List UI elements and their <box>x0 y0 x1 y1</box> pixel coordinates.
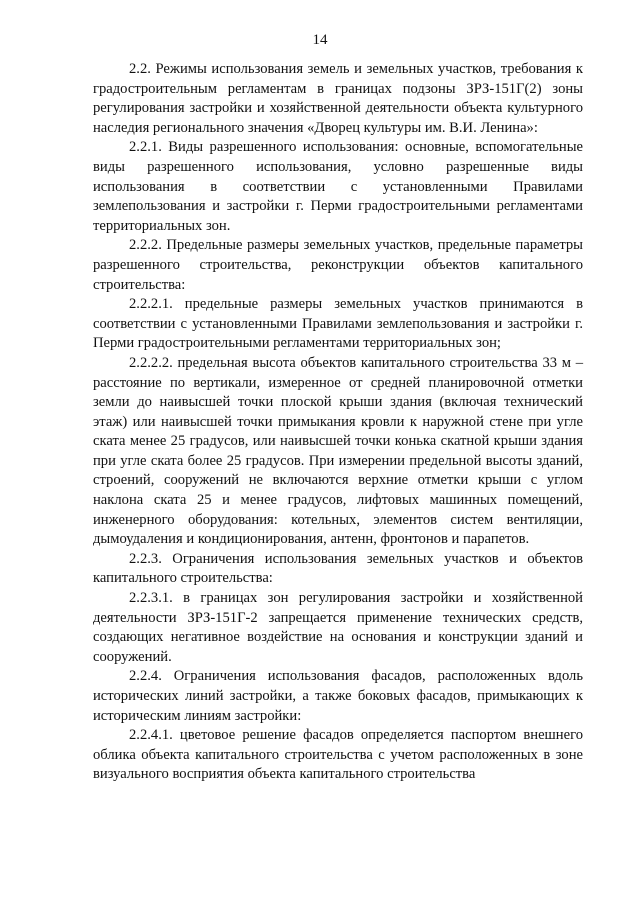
paragraph-2-2-2-2: 2.2.2.2. предельная высота объектов капитального строительства 33 м – расстояние по вертикали, измеренное от средней планировочной отметки земли до наивысшей точки плоской крыши здания (включая технический этаж) или наивысшей точки примыкания кровли к наружной стене при угле ската менее 25 градусов, или наивысшей точки конька скатной крыши здания при угле ската более 25 градусов. При измерении предельной высоты зданий, строений, сооружений не включаются верхние отметки крыши с углом наклона ската 25 и менее градусов, лифтовых машинных помещений, инженерного оборудования: котельных, элементов систем вентиляции, дымоудаления и кондиционирования, антенн, фронтонов и парапетов. <box>93 354 583 548</box>
paragraph-2-2-2: 2.2.2. Предельные размеры земельных участков, предельные параметры разрешенного строительства, реконструкции объектов капитального строительства: <box>93 237 583 293</box>
paragraph-2-2-3-1: 2.2.3.1. в границах зон регулирования застройки и хозяйственной деятельности ЗРЗ-151Г-2 запрещается применение технических средств, создающих негативное воздействие на основания и конструкции зданий и сооружений. <box>93 590 583 665</box>
paragraph-2-2-4: 2.2.4. Ограничения использования фасадов, расположенных вдоль исторических линий застройки, а также боковых фасадов, примыкающих к историческим линиям застройки: <box>93 668 583 724</box>
paragraph-2-2: 2.2. Режимы использования земель и земельных участков, требования к градостроительным регламентам в границах подзоны ЗРЗ-151Г(2) зоны регулирования застройки и хозяйственной деятельности объекта культурного наследия регионального значения «Дворец культуры им. В.И. Ленина»: <box>93 61 583 136</box>
paragraph-2-2-2-1: 2.2.2.1. предельные размеры земельных участков принимаются в соответствии с установленными Правилами землепользования и застройки г. Перми градостроительными регламентами территориальных зон; <box>93 296 583 352</box>
page-number: 14 <box>312 32 328 48</box>
paragraph-2-2-3: 2.2.3. Ограничения использования земельных участков и объектов капитального строительства: <box>93 550 583 587</box>
paragraph-2-2-1: 2.2.1. Виды разрешенного использования: основные, вспомогательные виды разрешенного использования, условно разрешенные виды использования в соответствии с установленными Правилами землепользования и застройки г. Перми градостроительными регламентами территориальных зон. <box>93 139 583 234</box>
document-body <box>93 60 583 785</box>
paragraph-2-2-4-1: 2.2.4.1. цветовое решение фасадов определяется паспортом внешнего облика объекта капитального строительства с учетом расположенных в зоне визуального восприятия объекта капитального строительства <box>93 727 583 783</box>
